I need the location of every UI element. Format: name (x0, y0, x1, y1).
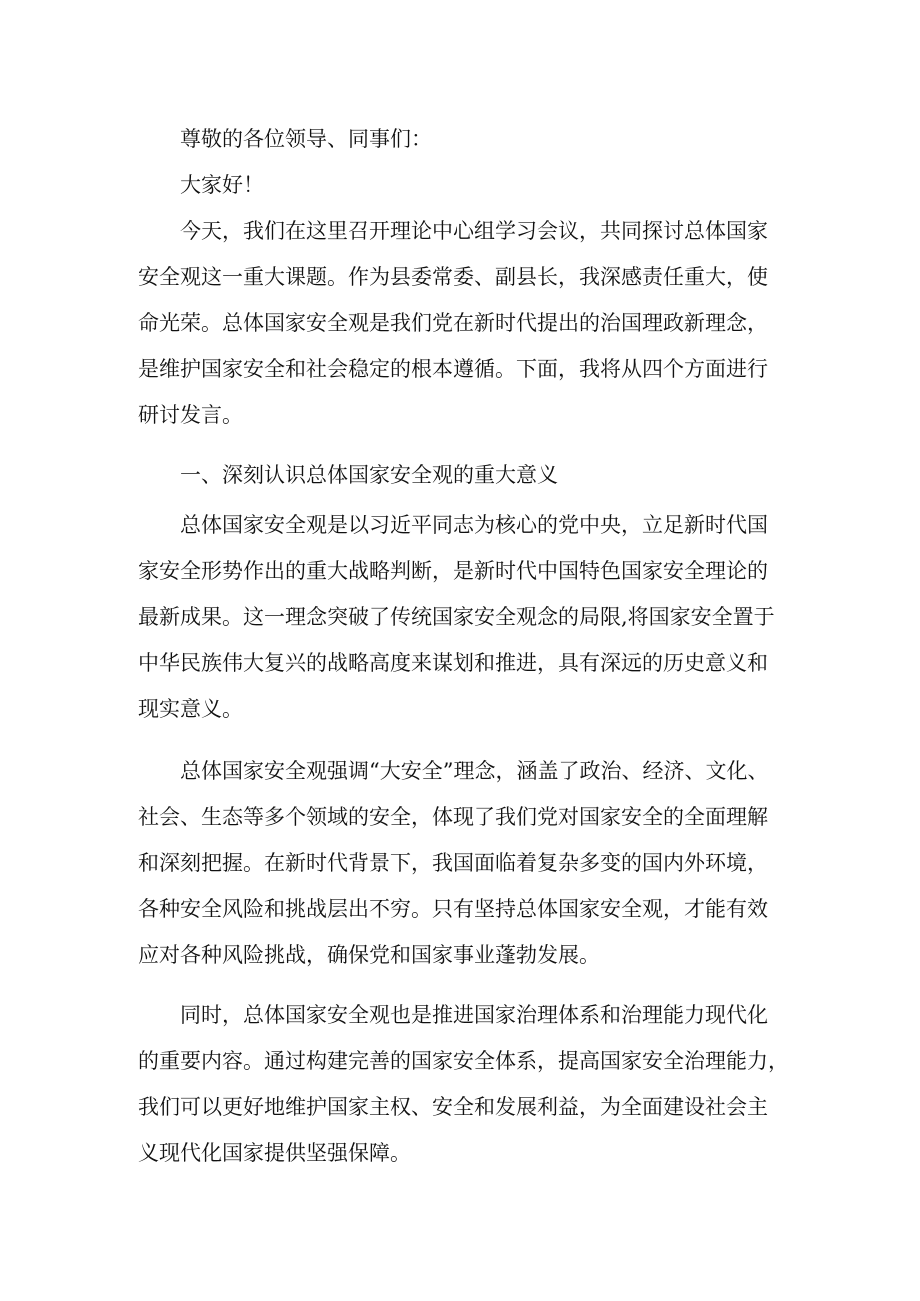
paragraph-4-line-2: 的重要内容。通过构建完善的国家安全体系，提高国家安全治理能力， (138, 1049, 789, 1073)
greeting-line: 大家好！ (180, 173, 264, 197)
paragraph-4-line-4: 义现代化国家提供坚强保障。 (138, 1141, 411, 1165)
salutation: 尊敬的各位领导、同事们： (180, 127, 432, 151)
intro-line-5: 研讨发言。 (138, 403, 243, 427)
paragraph-3-line-3: 和深刻把握。在新时代背景下，我国面临着复杂多变的国内外环境， (138, 851, 768, 875)
section-heading: 一、深刻认识总体国家安全观的重大意义 (180, 463, 558, 487)
intro-line-4: 是维护国家安全和社会稳定的根本遵循。下面，我将从四个方面进行 (138, 357, 768, 381)
paragraph-2-line-5: 现实意义。 (138, 697, 243, 721)
paragraph-2-line-3: 最新成果。这一理念突破了传统国家安全观念的局限,将国家安全置于 (138, 605, 775, 629)
paragraph-2-line-2: 家安全形势作出的重大战略判断，是新时代中国特色国家安全理论的 (138, 559, 768, 583)
paragraph-4-line-1: 同时，总体国家安全观也是推进国家治理体系和治理能力现代化 (180, 1003, 768, 1027)
intro-line-1: 今天，我们在这里召开理论中心组学习会议，共同探讨总体国家 (180, 219, 768, 243)
paragraph-3-line-1: 总体国家安全观强调“大安全”理念，涵盖了政治、经济、文化、 (180, 759, 769, 783)
paragraph-4-line-3: 我们可以更好地维护国家主权、安全和发展利益，为全面建设社会主 (138, 1095, 768, 1119)
paragraph-3-line-2: 社会、生态等多个领域的安全，体现了我们党对国家安全的全面理解 (138, 805, 768, 829)
paragraph-3-line-5: 应对各种风险挑战，确保党和国家事业蓬勃发展。 (138, 943, 600, 967)
intro-line-3: 命光荣。总体国家安全观是我们党在新时代提出的治国理政新理念， (138, 311, 768, 335)
paragraph-2-line-1: 总体国家安全观是以习近平同志为核心的党中央，立足新时代国 (180, 513, 768, 537)
paragraph-2-line-4: 中华民族伟大复兴的战略高度来谋划和推进，具有深远的历史意义和 (138, 651, 768, 675)
intro-line-2: 安全观这一重大课题。作为县委常委、副县长，我深感责任重大，使 (138, 265, 768, 289)
paragraph-3-line-4: 各种安全风险和挑战层出不穷。只有坚持总体国家安全观，才能有效 (138, 897, 768, 921)
